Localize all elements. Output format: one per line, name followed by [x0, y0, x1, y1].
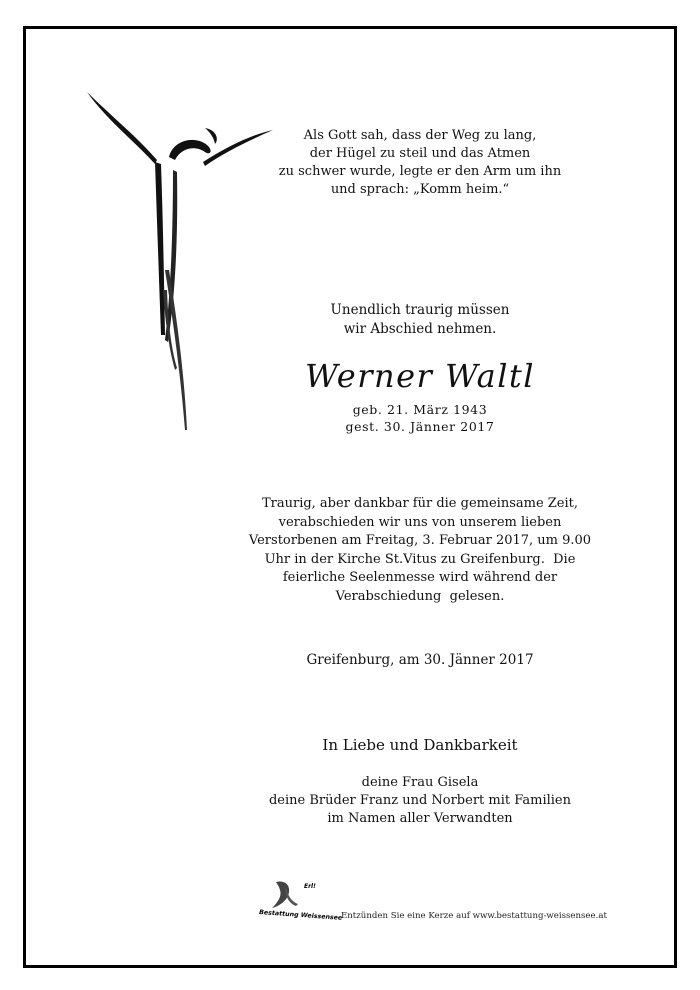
- intro-line: Unendlich traurig müssen: [330, 302, 510, 318]
- intro-line: wir Abschied nehmen.: [343, 321, 497, 337]
- notice-line: Verstorbenen am Freitag, 3. Februar 2017, um 9.00: [248, 533, 592, 549]
- funeral-notice-text: [230, 495, 610, 607]
- deceased-name: Werner Waltl: [304, 357, 536, 395]
- notice-line: feierliche Seelenmesse wird während der: [282, 570, 558, 586]
- logo-word: Erl!: [304, 883, 316, 890]
- death-date: gest. 30. Jänner 2017: [345, 419, 495, 434]
- birth-date: geb. 21. März 1943: [352, 402, 488, 417]
- poem-line: zu schwer wurde, legte er den Arm um ihn: [278, 164, 562, 179]
- closing-phrase: In Liebe und Dankbarkeit: [322, 736, 518, 754]
- footer: [258, 878, 618, 928]
- poem-line: der Hügel zu steil und das Atmen: [309, 146, 531, 161]
- bestattung-logo: [258, 878, 343, 923]
- mourners-list: [230, 774, 610, 828]
- notice-line: Traurig, aber dankbar für die gemeinsame Zeit,: [261, 496, 579, 511]
- logo-word: Bestattung Weissensee: [258, 909, 343, 922]
- mourner-line: deine Brüder Franz und Norbert mit Familien: [268, 793, 571, 808]
- poem: [230, 127, 610, 199]
- mourner-line: deine Frau Gisela: [361, 775, 479, 790]
- notice-line: Verabschiedung gelesen.: [335, 588, 505, 604]
- poem-line: und sprach: „Komm heim.“: [330, 182, 510, 197]
- notice-line: Uhr in der Kirche St.Vitus zu Greifenburg. Die: [264, 551, 576, 567]
- poem-line: Als Gott sah, dass der Weg zu lang,: [303, 128, 537, 143]
- life-dates: [230, 401, 610, 435]
- place-date: Greifenburg, am 30. Jänner 2017: [306, 652, 534, 668]
- farewell-intro: [230, 301, 610, 339]
- candle-link-text: Entzünden Sie eine Kerze auf www.bestattung-weissensee.at: [341, 911, 607, 921]
- notice-line: verabschieden wir uns von unserem lieben: [278, 514, 562, 530]
- mourner-line: im Namen aller Verwandten: [327, 811, 513, 826]
